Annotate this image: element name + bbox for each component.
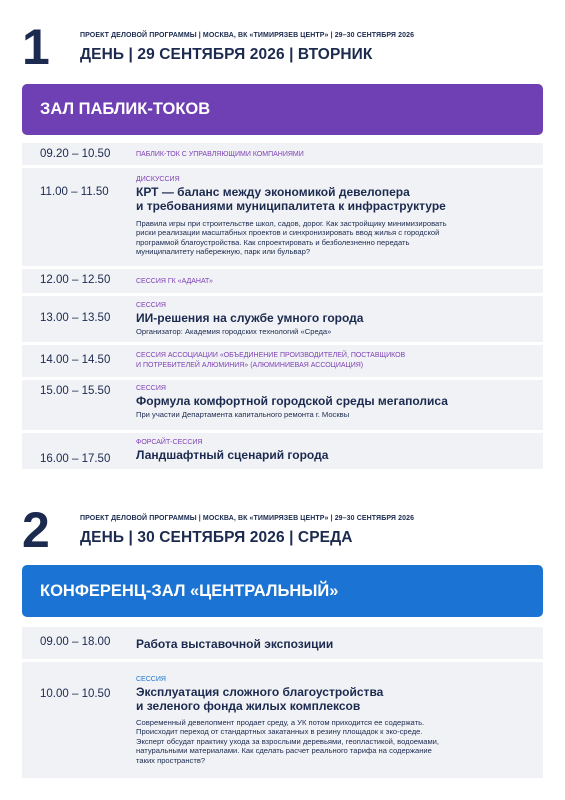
session-description: Организатор: Академия городских технологий «Среда»: [136, 326, 332, 336]
session-row: [22, 662, 543, 778]
day2-hall-title: КОНФЕРЕНЦ-ЗАЛ «ЦЕНТРАЛЬНЫЙ»: [40, 581, 339, 600]
day1-number: 1: [22, 19, 50, 75]
session-row: [22, 627, 543, 659]
day1-title: ДЕНЬ | 29 СЕНТЯБРЯ 2026 | ВТОРНИК: [80, 46, 373, 63]
session-content: [136, 380, 526, 419]
session-title: и требованиями муниципалитета к инфраструктуре: [136, 198, 446, 213]
session-description: Эксперт обсудат практику ухода за взрослыми деревьями, геопластикой, водоемами,: [136, 736, 440, 746]
session-content: [136, 433, 526, 462]
day1-sessions: [22, 143, 543, 472]
day2-sessions: [22, 627, 543, 781]
session-time: 16.00 – 17.50: [40, 453, 111, 465]
day2-number: 2: [22, 502, 50, 558]
session-kind: ДИСКУССИЯ: [136, 176, 180, 183]
session-content: [136, 296, 526, 336]
session-title: Ландшафтный сценарий города: [136, 447, 329, 462]
day2-text: [80, 507, 414, 547]
session-kind: СЕССИЯ: [136, 676, 166, 683]
session-row: [22, 345, 543, 377]
session-content: [136, 143, 526, 160]
session-title: и зеленого фонда жилых комплексов: [136, 698, 361, 713]
day2-project-line: ПРОЕКТ ДЕЛОВОЙ ПРОГРАММЫ | МОСКВА, ВК «ТИМИРЯЗЕВ ЦЕНТР» | 29–30 СЕНТЯБРЯ 2026: [80, 515, 415, 522]
session-row: [22, 143, 543, 165]
session-time: 15.00 – 15.50: [40, 385, 111, 397]
session-content: [136, 662, 526, 765]
session-kind: СЕССИЯ: [136, 302, 166, 309]
session-row: [22, 269, 543, 293]
session-kind: И ПОТРЕБИТЕЛЕЙ АЛЮМИНИЯ» (АЛЮМИНИЕВАЯ АССОЦИАЦИЯ): [136, 361, 364, 369]
session-row: [22, 380, 543, 430]
session-title: Работа выставочной экспозиции: [136, 637, 334, 651]
session-description: программой благоустройства. Как спроектировать и безболезненно передать: [136, 237, 410, 247]
session-description: муниципалитету набережную, парк или бульвар?: [136, 247, 311, 257]
session-time: 11.00 – 11.50: [40, 186, 109, 198]
day1-hall-banner: [22, 84, 543, 135]
session-kind: СЕССИЯ: [136, 385, 166, 392]
session-content: [136, 269, 526, 287]
session-time: 09.00 – 18.00: [40, 636, 111, 648]
session-row: [22, 168, 543, 266]
session-description: Современный девелопмент продает среду, а УК потом приходится ее содержать.: [136, 717, 425, 727]
session-content: [136, 627, 526, 651]
session-kind: ФОРСАЙТ-СЕССИЯ: [136, 439, 203, 446]
session-description: риски реализации масштабных проектов и синхронизировать ввод жилья с городской: [136, 228, 440, 238]
day1-hall-title: ЗАЛ ПАБЛИК-ТОКОВ: [40, 100, 211, 118]
session-time: 09.20 – 10.50: [40, 148, 111, 160]
session-title: ИИ-решения на службе умного города: [136, 310, 364, 325]
session-description: При участии Департамента капитального ремонта г. Москвы: [136, 409, 350, 419]
session-row: [22, 433, 543, 469]
session-title: Эксплуатация сложного благоустройства: [136, 684, 384, 699]
session-description: Правила игры при строительстве школ, садов, дорог. Как застройщику минимизировать: [136, 218, 447, 228]
session-description: Происходит переход от стандартных закатанных в резину площадок к эко-среде.: [136, 727, 423, 737]
session-description: натуральными материалами. Как сделать расчет реального тарифа на содержание: [136, 746, 432, 756]
day2-header: [22, 502, 415, 558]
day2-title: ДЕНЬ | 30 СЕНТЯБРЯ 2026 | СРЕДА: [80, 529, 353, 546]
day1-header: [22, 19, 415, 75]
session-title: КРТ — баланс между экономикой девелопера: [136, 184, 410, 199]
session-time: 10.00 – 10.50: [40, 688, 111, 700]
session-content: [136, 345, 526, 370]
session-kind: ПАБЛИК-ТОК С УПРАВЛЯЮЩИМИ КОМПАНИЯМИ: [136, 151, 304, 158]
session-description: таких пространств?: [136, 755, 206, 765]
session-content: [136, 168, 526, 257]
session-kind: СЕССИЯ АССОЦИАЦИИ «ОБЪЕДИНЕНИЕ ПРОИЗВОДИТЕЛЕЙ, ПОСТАВЩИКОВ: [136, 352, 406, 359]
session-time: 13.00 – 13.50: [40, 312, 111, 324]
day1-project-line: ПРОЕКТ ДЕЛОВОЙ ПРОГРАММЫ | МОСКВА, ВК «ТИМИРЯЗЕВ ЦЕНТР» | 29–30 СЕНТЯБРЯ 2026: [80, 32, 415, 39]
session-row: [22, 296, 543, 342]
session-kind: СЕССИЯ ГК «АДАНАТ»: [136, 278, 213, 285]
day1-text: [80, 24, 414, 64]
session-time: 12.00 – 12.50: [40, 274, 111, 286]
session-time: 14.00 – 14.50: [40, 354, 111, 366]
day2-hall-banner: [22, 565, 543, 617]
session-title: Формула комфортной городской среды мегаполиса: [136, 393, 448, 408]
